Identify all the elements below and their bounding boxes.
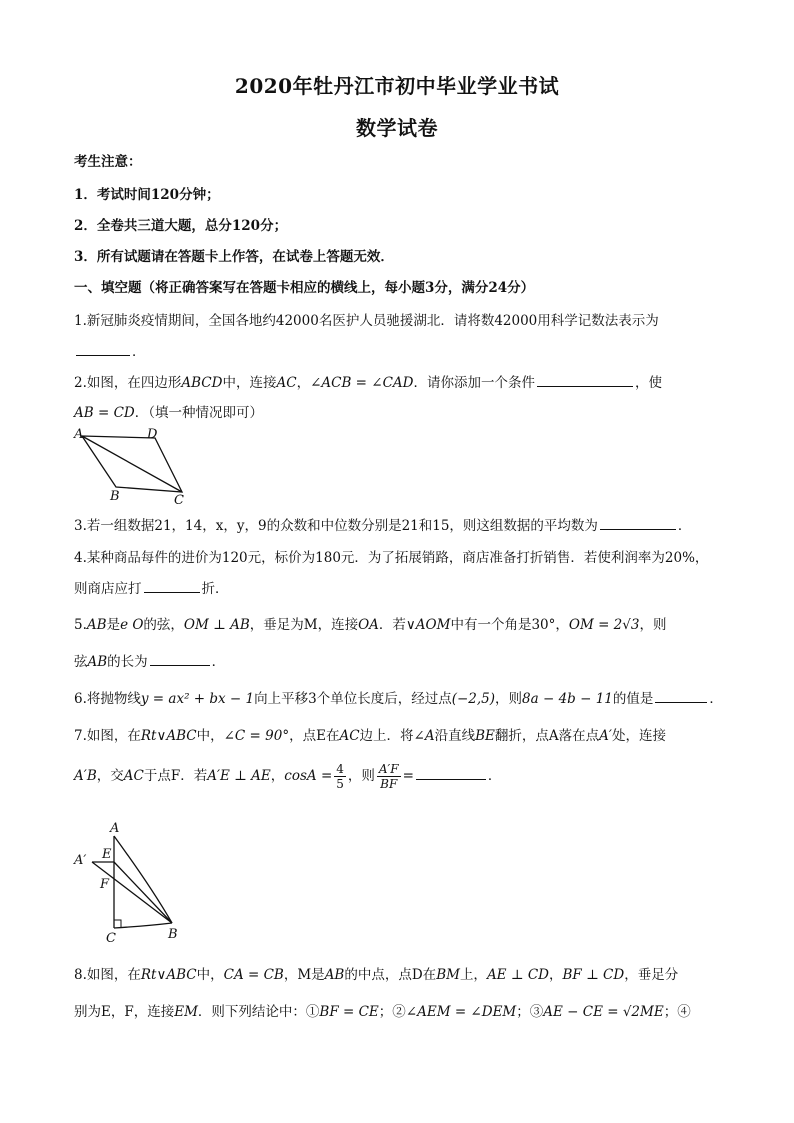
math: ∠A: [413, 728, 435, 744]
question-4: [74, 546, 724, 566]
label-f: F: [100, 877, 110, 892]
text: 7.如图，在: [74, 728, 141, 744]
fraction-af-bf: [377, 762, 401, 791]
notice-item-1: 1．考试时间120分钟；: [74, 187, 220, 203]
segment-apb: [92, 862, 172, 923]
math: EM: [174, 1004, 198, 1020]
punct: ．: [211, 654, 226, 670]
text: 的长为: [107, 654, 148, 670]
exam-title: 2020年牡丹江市初中毕业学业书试: [234, 74, 560, 98]
text: 3.若一组数据21，14，x，y，9的众数和中位数分别是21和15，则这组数据的平均数为: [74, 518, 598, 534]
text: ；③: [516, 1004, 544, 1020]
text: 中，连接: [222, 375, 277, 391]
label-a: A: [74, 427, 84, 442]
text: ．则下列结论中：①: [197, 1004, 320, 1020]
text: 的弦，: [143, 617, 184, 633]
question-3: [74, 514, 724, 534]
math: ∨AOM: [405, 617, 451, 633]
math: A′B: [74, 768, 97, 784]
punct: ．: [487, 768, 502, 784]
math: AE ⊥ CD: [486, 967, 549, 983]
math: ∠AEM = ∠DEM: [405, 1004, 517, 1020]
math: AB = CD: [74, 405, 135, 421]
text: 中，: [196, 967, 224, 983]
segment-be: [114, 862, 172, 923]
math: CA = CB: [223, 967, 284, 983]
math: y = ax² + bx − 1: [140, 691, 255, 707]
text: 翻折，点A落在点: [494, 728, 600, 744]
text: 6.将抛物线: [74, 691, 141, 707]
text: 向上平移3个单位长度后，经过点: [254, 691, 452, 707]
math: Rt∨ABC: [140, 967, 197, 983]
text: 弦: [74, 654, 88, 670]
answer-blank[interactable]: [144, 591, 200, 593]
text: ，: [270, 768, 285, 784]
question-1-text: 1.新冠肺炎疫情期间，全国各地约42000名医护人员驰援湖北．请将数42000用科学记数法表示为: [74, 313, 659, 329]
answer-blank[interactable]: [600, 528, 676, 530]
text: 的值是: [612, 691, 654, 707]
denominator: BF: [380, 777, 398, 791]
math: (−2,5): [451, 691, 496, 707]
math: AC: [339, 728, 360, 744]
text: 折．: [201, 581, 229, 597]
text: 上，: [459, 967, 487, 983]
punct: ．: [132, 344, 146, 360]
answer-blank[interactable]: [537, 385, 633, 387]
denominator: 5: [336, 777, 344, 791]
text: =: [402, 768, 414, 784]
question-8: [74, 963, 724, 983]
text: 于点F．若: [143, 768, 208, 784]
label-a-prime: A′: [74, 853, 87, 868]
diagonal-ac: [82, 436, 182, 492]
question-7-line-2: [74, 762, 724, 791]
text: ，: [548, 967, 563, 983]
text: ，则: [347, 768, 375, 784]
question-8-line-2: [74, 1000, 724, 1020]
text: ，垂足为M，连接: [249, 617, 359, 633]
notice-item-3: 3．所有试题请在答题卡上作答，在试卷上答题无效．: [74, 249, 394, 265]
label-a: A: [110, 821, 120, 836]
label-b: B: [110, 489, 120, 504]
numerator: A′F: [378, 762, 399, 776]
text: ，交: [96, 768, 124, 784]
text: ，使: [634, 375, 662, 391]
math: BM: [436, 967, 460, 983]
text: ；②: [378, 1004, 406, 1020]
math: ∠C = 90°: [223, 728, 290, 744]
notice-heading: 考生注意：: [74, 154, 142, 170]
math: AB: [324, 967, 345, 983]
math: OA: [358, 617, 379, 633]
text: ，垂足分: [624, 967, 679, 983]
text: 处，连接: [611, 728, 666, 744]
math: BE: [475, 728, 495, 744]
punct: ．: [709, 691, 723, 707]
text: ，: [296, 375, 311, 391]
question-6: [74, 687, 724, 707]
math: OM = 2√3: [568, 617, 640, 633]
text: ．若: [378, 617, 406, 633]
math: A′: [599, 728, 612, 744]
text: 别为E，F，连接: [74, 1004, 175, 1020]
punct: ．: [677, 518, 692, 534]
math: AB: [87, 654, 108, 670]
text: ，则: [639, 617, 667, 633]
text: ．（填一种情况即可）: [134, 405, 263, 421]
label-d: D: [147, 427, 158, 442]
text: ，M是: [283, 967, 325, 983]
label-e: E: [102, 847, 112, 862]
text: 中，: [196, 728, 224, 744]
label-c: C: [174, 493, 184, 506]
text: 中有一个角是30°，: [450, 617, 569, 633]
math: ∠ACB = ∠CAD: [310, 375, 414, 391]
text: 的中点，点D在: [344, 967, 437, 983]
quadrilateral-figure: [70, 426, 200, 506]
text: ．请你添加一个条件: [413, 375, 535, 391]
text: 5.: [74, 617, 87, 633]
math: BF = CE: [319, 1004, 379, 1020]
text: 则商店应打: [74, 581, 142, 597]
math: e O: [120, 617, 144, 633]
label-b: B: [168, 927, 178, 942]
question-5: [74, 613, 724, 633]
math: 8a − 4b − 11: [522, 691, 613, 707]
math: AB: [86, 617, 107, 633]
text: 8.如图，在: [74, 967, 141, 983]
triangle-fold-figure: [72, 818, 192, 948]
answer-blank[interactable]: [150, 664, 210, 666]
segment-ab: [114, 836, 172, 923]
question-1: [74, 309, 724, 329]
math: AE − CE = √2ME: [543, 1004, 664, 1020]
answer-blank[interactable]: [416, 778, 486, 780]
text: 4.某种商品每件的进价为120元，标价为180元．为了拓展销路，商店准备打折销售．若使利润率为20%，: [74, 550, 709, 566]
segment-cb: [114, 923, 172, 928]
label-c: C: [106, 931, 116, 946]
question-5-line-2: [74, 650, 724, 670]
math: AC: [123, 768, 144, 784]
text: 沿直线: [434, 728, 476, 744]
right-angle-mark: [114, 920, 121, 928]
question-7: [74, 724, 724, 744]
math: Rt∨ABC: [140, 728, 197, 744]
question-4-line-2: [74, 577, 724, 597]
math: OM ⊥ AB: [183, 617, 250, 633]
fraction-4-5: [334, 762, 346, 791]
math: cosA =: [284, 768, 333, 784]
question-2: [74, 371, 724, 391]
math: BF ⊥ CD: [562, 967, 625, 983]
section-heading: 一、填空题（将正确答案写在答题卡相应的横线上，每小题3分，满分24分）: [74, 280, 535, 296]
question-2-line-2: [74, 401, 724, 421]
math: AC: [276, 375, 297, 391]
text: 是: [106, 617, 121, 633]
answer-blank[interactable]: [76, 354, 130, 356]
text: ，点E在: [289, 728, 340, 744]
text: ；④: [663, 1004, 691, 1020]
answer-blank[interactable]: [655, 701, 707, 703]
text: 边上．将: [359, 728, 414, 744]
question-1-answer-line: [74, 340, 724, 360]
text: ，则: [495, 691, 523, 707]
numerator: 4: [336, 762, 344, 776]
math: ABCD: [181, 375, 223, 391]
math: A′E ⊥ AE: [207, 768, 271, 784]
notice-item-2: 2．全卷共三道大题，总分120分；: [74, 218, 288, 234]
exam-subtitle: 数学试卷: [356, 116, 438, 140]
text: 2.如图，在四边形: [74, 375, 182, 391]
